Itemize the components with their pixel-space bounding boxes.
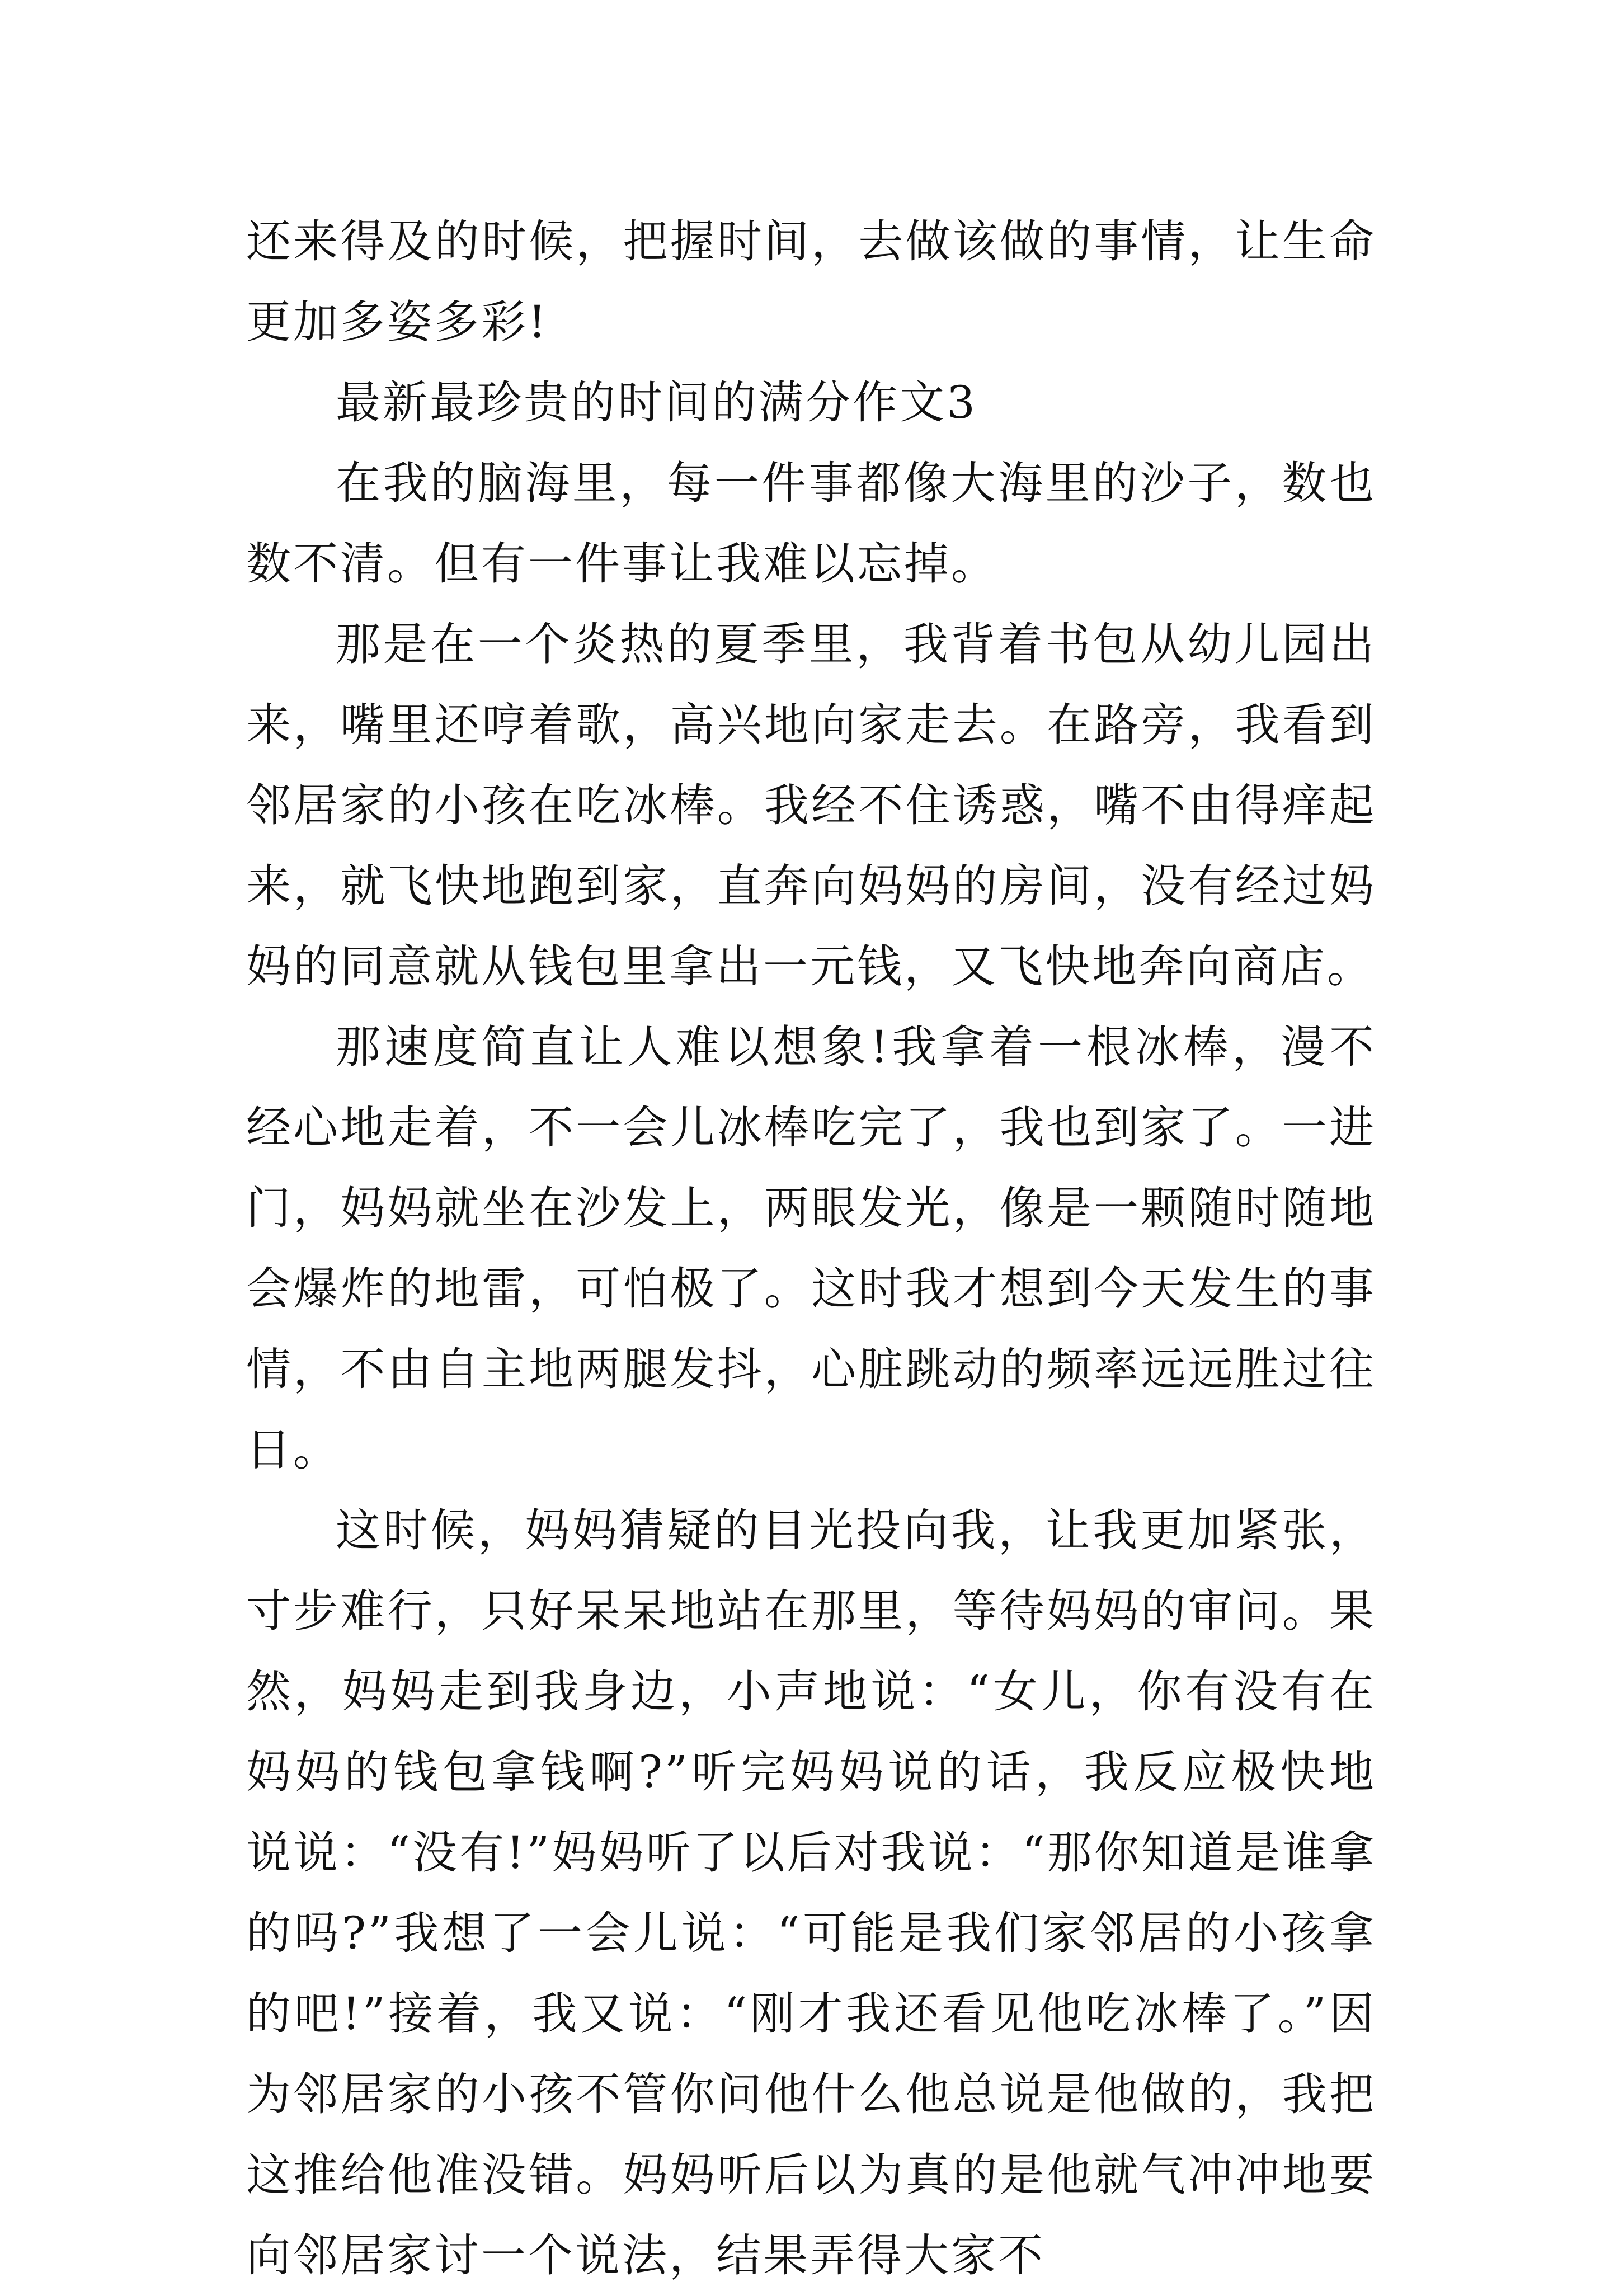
paragraph: 那速度简直让人难以想象!我拿着一根冰棒，漫不经心地走着，不一会儿冰棒吃完了，我也到家了。一进门，妈妈就坐在沙发上，两眼发光，像是一颗随时随地会爆炸的地雷，可怕极了。这时我才想到今天发生的事情，不由自主地两腿发抖，心脏跳动的频率远远胜过往日。: [246, 1021, 1376, 1476]
section-heading: 最新最珍贵的时间的满分作文3: [336, 377, 977, 429]
paragraph: 这时候，妈妈猜疑的目光投向我，让我更加紧张，寸步难行，只好呆呆地站在那里，等待妈妈的审问。果然，妈妈走到我身边，小声地说：“女儿，你有没有在妈妈的钱包拿钱啊?”听完妈妈说的话，我反应极快地说说：“没有!”妈妈听了以后对我说：“那你知道是谁拿的吗?”我想了一会儿说：“可能是我们家邻居的小孩拿的吧!”接着，我又说：“刚才我还看见他吃冰棒了。”因为邻居家的小孩不管你问他什么他总说是他做的，我把这推给他准没错。妈妈听后以为真的是他就气冲冲地要向邻居家讨一个说法，结果弄得大家不: [246, 1504, 1376, 2281]
paragraph: 在我的脑海里，每一件事都像大海里的沙子，数也数不清。但有一件事让我难以忘掉。: [246, 457, 1376, 590]
paragraph-continuation: 还来得及的时候，把握时间，去做该做的事情，让生命更加多姿多彩!: [246, 215, 1376, 348]
document-body: [246, 201, 1376, 2296]
paragraph: 那是在一个炎热的夏季里，我背着书包从幼儿园出来，嘴里还哼着歌，高兴地向家走去。在路旁，我看到邻居家的小孩在吃冰棒。我经不住诱惑，嘴不由得痒起来，就飞快地跑到家，直奔向妈妈的房间，没有经过妈妈的同意就从钱包里拿出一元钱，又飞快地奔向商店。: [246, 618, 1376, 992]
